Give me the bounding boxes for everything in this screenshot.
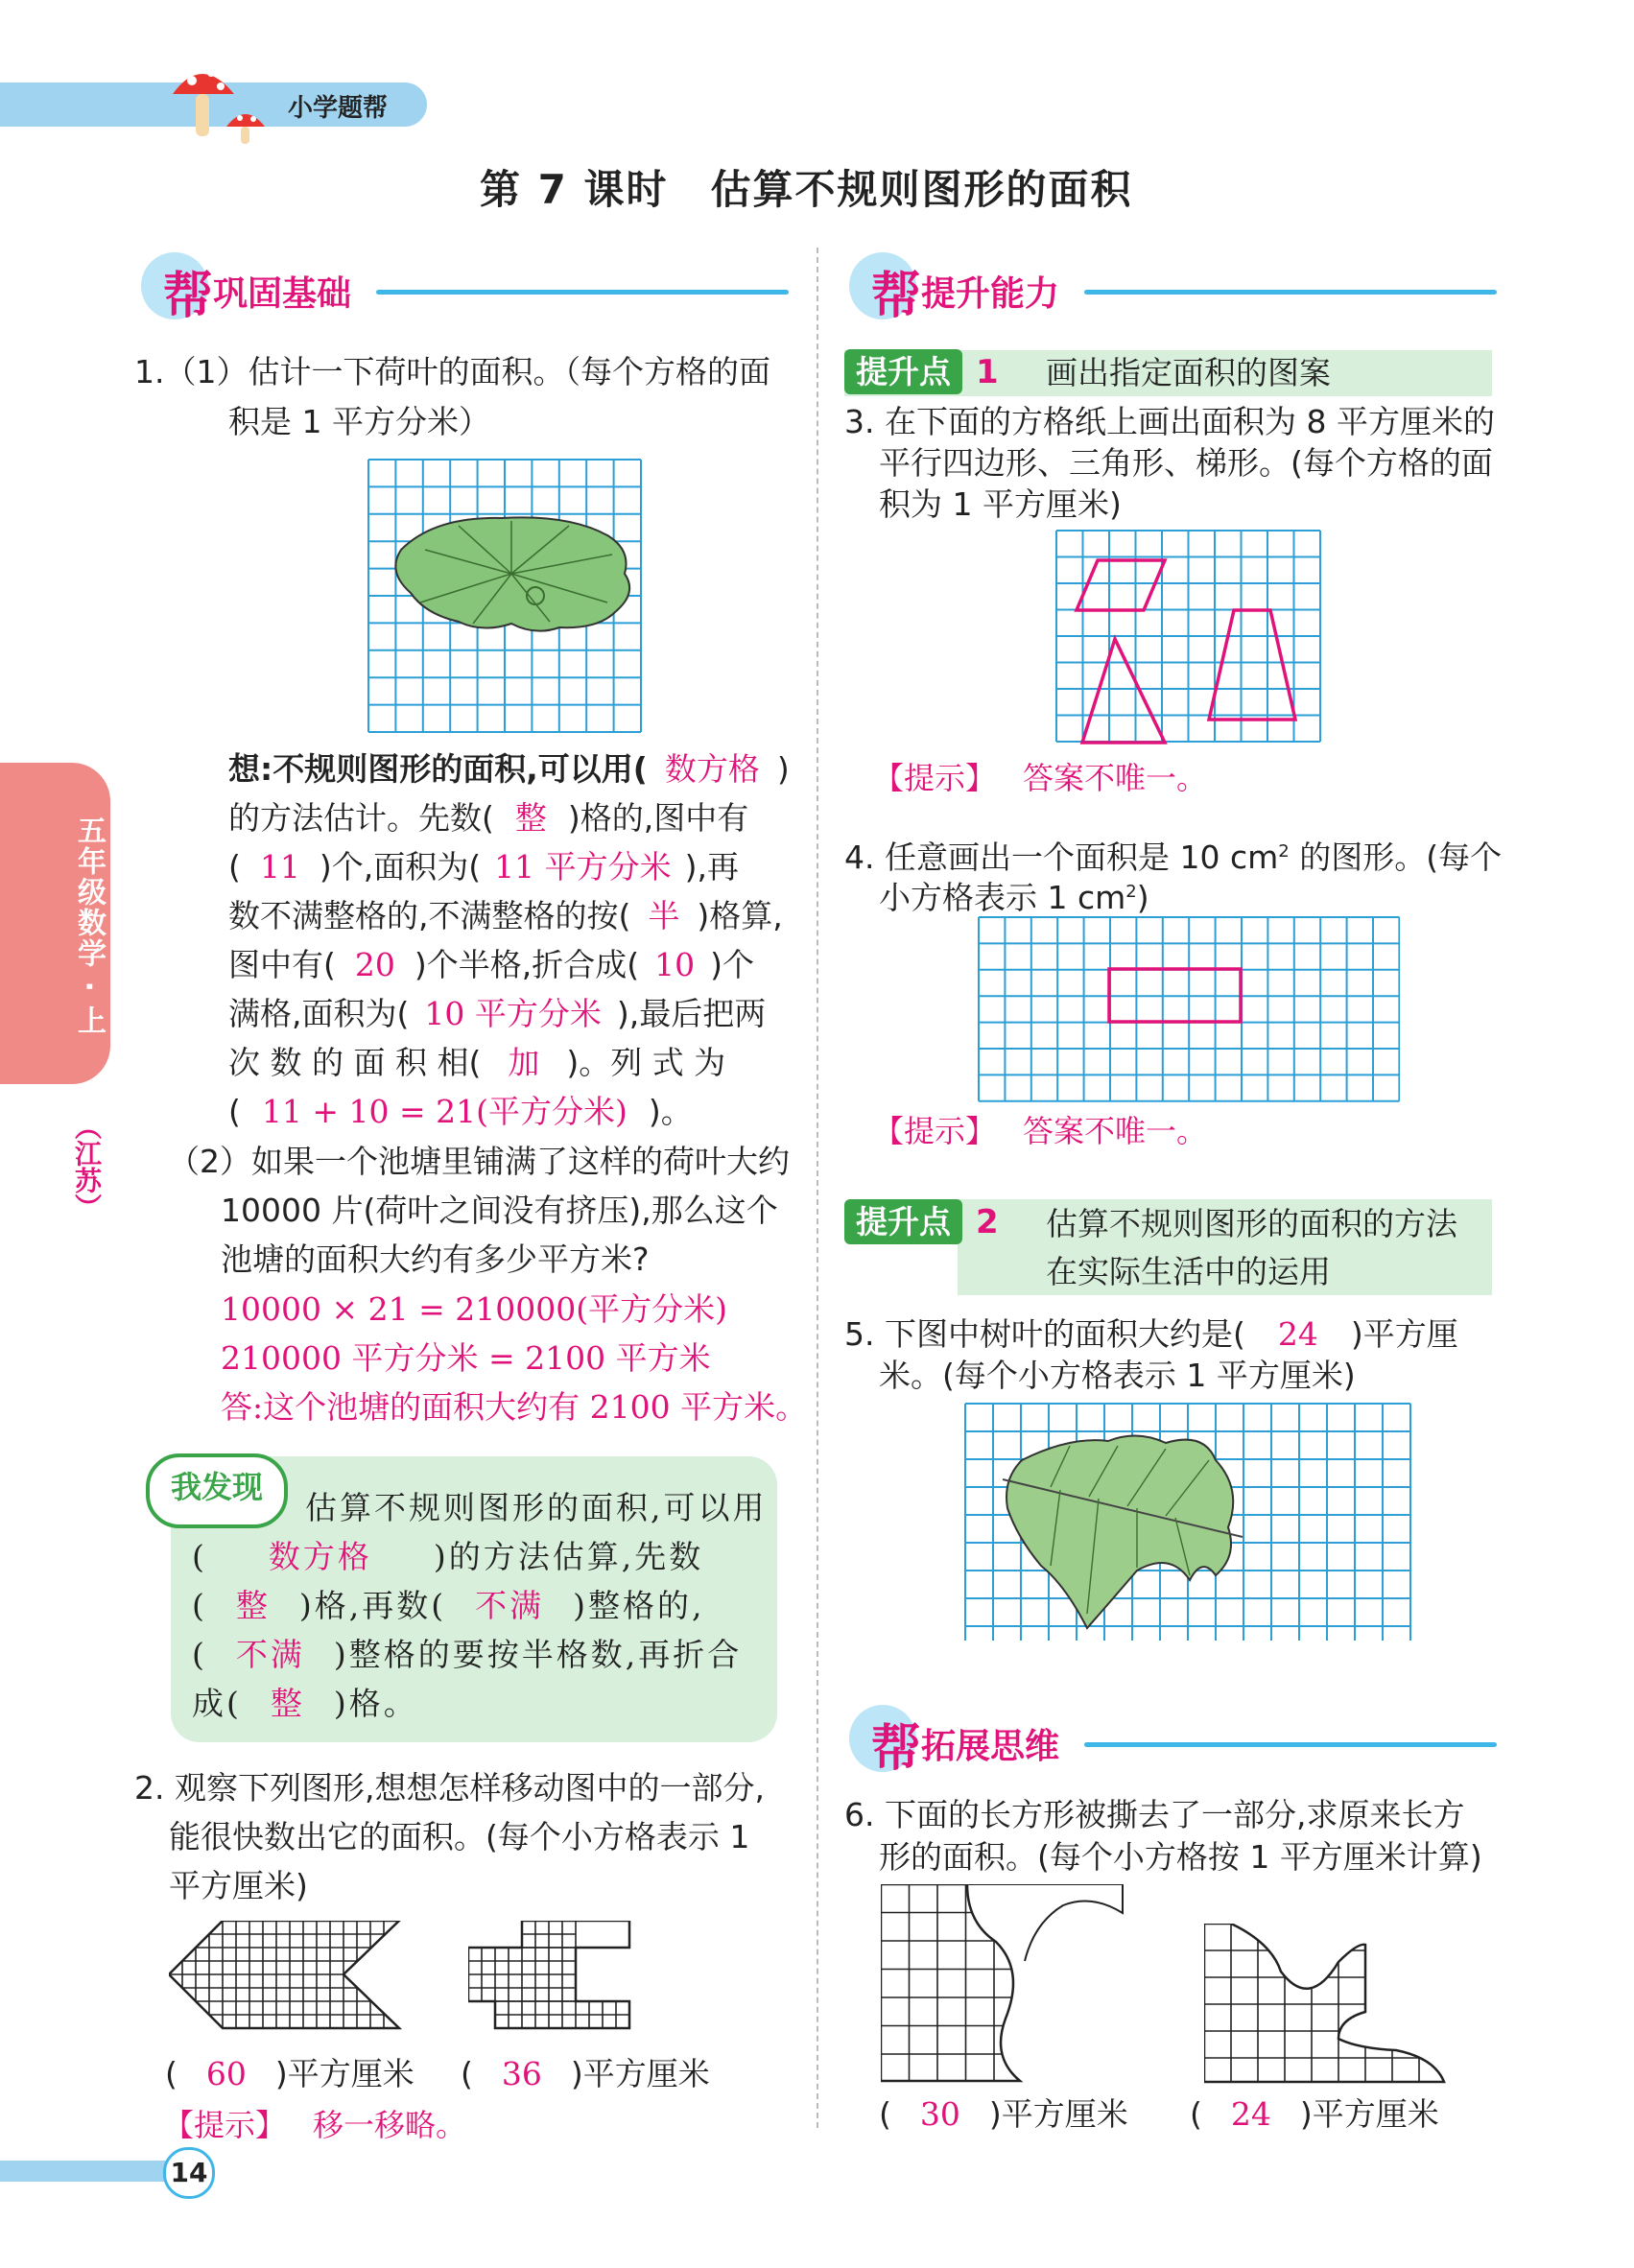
q6-answer-1: ( 30 )平方厘米 bbox=[879, 2095, 1128, 2133]
discover-line-2: ( 数方格 )的方法估算,先数 bbox=[192, 1538, 704, 1575]
think-line-2: 的方法估计。先数( 整 )格的,图中有 bbox=[228, 799, 749, 837]
q2-answer-2: ( 36 )平方厘米 bbox=[461, 2055, 710, 2092]
part2-line-3: 池塘的面积大约有多少平方米? bbox=[221, 1240, 650, 1278]
side-tab-grade: 五年级数学 · 上 bbox=[72, 815, 106, 1037]
q3-line-3: 积为 1 平方厘米) bbox=[879, 485, 1122, 523]
q4-line2: 小方格表示 1 $cm^2$) bbox=[879, 879, 1149, 916]
q2-text bbox=[134, 1763, 765, 1910]
q5-line2: 米。(每个小方格表示 1 平方厘米) bbox=[879, 1357, 1356, 1394]
point1-text: 画出指定面积的图案 bbox=[1046, 354, 1331, 391]
discover-text bbox=[192, 1483, 768, 1728]
notch-shape-grid bbox=[468, 1921, 641, 2036]
arrow-shape-grid bbox=[169, 1921, 409, 2036]
think-line-7: 次 数 的 面 积 相( 加 )。列 式 为 bbox=[228, 1044, 726, 1081]
page-number-badge bbox=[163, 2147, 215, 2199]
q1-think-block bbox=[228, 744, 794, 1136]
q2-line-1: 2. 观察下列图形,想想怎样移动图中的一部分, bbox=[134, 1769, 765, 1807]
q4-hint: 【提示】 答案不唯一。 bbox=[873, 1113, 1208, 1149]
think-line-6: 满格,面积为( 10 平方分米 ),最后把两 bbox=[228, 995, 767, 1032]
page-title: 第 7 课时 估算不规则图形的面积 bbox=[480, 166, 1133, 213]
point1-label: 提升点 1 bbox=[844, 347, 999, 392]
q6-line-1: 6. 下面的长方形被撕去了一部分,求原来长方 bbox=[844, 1796, 1465, 1833]
torn-rectangle-1 bbox=[881, 1884, 1128, 2088]
think-line-8: ( 11 + 10 = 21(平方分米) )。 bbox=[228, 1093, 693, 1130]
footer-band bbox=[0, 2161, 182, 2182]
section-header-basics bbox=[136, 248, 789, 324]
q5-line1: 5. 下图中树叶的面积大约是( 24 )平方厘 bbox=[844, 1315, 1458, 1353]
point2-line1: 估算不规则图形的面积的方法 bbox=[1046, 1205, 1457, 1242]
q1-line1: 1.（1）估计一下荷叶的面积。（每个方格的面 bbox=[134, 353, 770, 390]
bang-char: 帮 bbox=[871, 1720, 922, 1778]
q6-line-2: 形的面积。(每个小方格按 1 平方厘米计算) bbox=[879, 1838, 1482, 1876]
think-line-4: 数不满整格的,不满整格的按( 半 )格算, bbox=[228, 897, 783, 934]
tree-leaf-grid bbox=[964, 1403, 1413, 1641]
q6-answer-2: ( 24 )平方厘米 bbox=[1190, 2095, 1439, 2133]
part2-line-1: （2）如果一个池塘里铺满了这样的荷叶大约 bbox=[168, 1143, 790, 1180]
section-header-improve bbox=[844, 248, 1497, 324]
q3-line-1: 3. 在下面的方格纸上画出面积为 8 平方厘米的 bbox=[844, 403, 1495, 440]
brand-name: 小学题帮 bbox=[288, 94, 389, 123]
discover-badge-label: 我发现 bbox=[170, 1469, 263, 1505]
bang-char: 帮 bbox=[163, 268, 214, 325]
q3-line-2: 平行四边形、三角形、梯形。(每个方格的面 bbox=[879, 444, 1493, 482]
torn-rectangle-2 bbox=[1204, 1924, 1454, 2089]
bang-char: 帮 bbox=[871, 268, 922, 325]
discover-line-1: 估算不规则图形的面积,可以用 bbox=[305, 1489, 768, 1526]
q6-text bbox=[844, 1794, 1482, 1878]
q1-line2: 积是 1 平方分米） bbox=[228, 403, 490, 440]
q2-hint: 【提示】 移一移略。 bbox=[163, 2107, 467, 2143]
part2-line-2: 10000 片(荷叶之间没有挤压),那么这个 bbox=[221, 1192, 778, 1229]
section-header-extend bbox=[844, 1700, 1497, 1777]
discover-line-5: 成( 整 )格。 bbox=[192, 1685, 418, 1722]
section-line bbox=[1084, 1742, 1497, 1747]
q2-line-2: 能很快数出它的面积。(每个小方格表示 1 bbox=[169, 1818, 750, 1855]
q3-text bbox=[844, 401, 1495, 525]
page-number: 14 bbox=[170, 2157, 208, 2188]
section-title: 巩固基础 bbox=[213, 274, 352, 314]
mushroom-icon bbox=[163, 56, 278, 148]
discover-line-3: ( 整 )格,再数( 不满 )整格的, bbox=[192, 1587, 705, 1624]
column-divider bbox=[817, 248, 818, 2128]
trapezoid-shape bbox=[1209, 610, 1295, 720]
parallelogram-shape bbox=[1077, 560, 1165, 610]
side-tab-region: （江苏） bbox=[71, 1113, 103, 1220]
q1-solution bbox=[221, 1285, 807, 1431]
point2-line2: 在实际生活中的运用 bbox=[1046, 1253, 1331, 1290]
section-title: 提升能力 bbox=[921, 274, 1060, 314]
section-title: 拓展思维 bbox=[921, 1727, 1060, 1766]
q3-hint: 【提示】 答案不唯一。 bbox=[873, 760, 1208, 796]
solution-line-2: 210000 平方分米 = 2100 平方米 bbox=[221, 1339, 711, 1377]
shapes-drawing-grid bbox=[1055, 530, 1324, 750]
q2-answer-1: ( 60 )平方厘米 bbox=[165, 2055, 414, 2092]
q4-line1: 4. 任意画出一个面积是 10 $cm^2$ 的图形。(每个 bbox=[844, 839, 1503, 876]
section-line bbox=[1084, 290, 1497, 295]
triangle-shape bbox=[1082, 639, 1165, 743]
point2-label: 提升点 2 bbox=[844, 1197, 999, 1242]
section-line bbox=[376, 290, 789, 295]
q1-part2 bbox=[168, 1137, 790, 1284]
think-line-1: 想:不规则图形的面积,可以用( 数方格 ) bbox=[228, 750, 790, 788]
discover-line-4: ( 不满 )整格的要按半格数,再折合 bbox=[192, 1636, 743, 1673]
solution-line-3: 答:这个池塘的面积大约有 2100 平方米。 bbox=[221, 1388, 808, 1426]
q2-line-3: 平方厘米) bbox=[169, 1867, 308, 1904]
solution-line-1: 10000 × 21 = 210000(平方分米) bbox=[221, 1290, 727, 1328]
lotus-leaf-grid bbox=[367, 459, 642, 733]
think-line-3: ( 11 )个,面积为( 11 平方分米 ),再 bbox=[228, 848, 739, 886]
area10-drawing-grid bbox=[978, 916, 1400, 1108]
think-line-5: 图中有( 20 )个半格,折合成( 10 )个 bbox=[228, 946, 754, 983]
